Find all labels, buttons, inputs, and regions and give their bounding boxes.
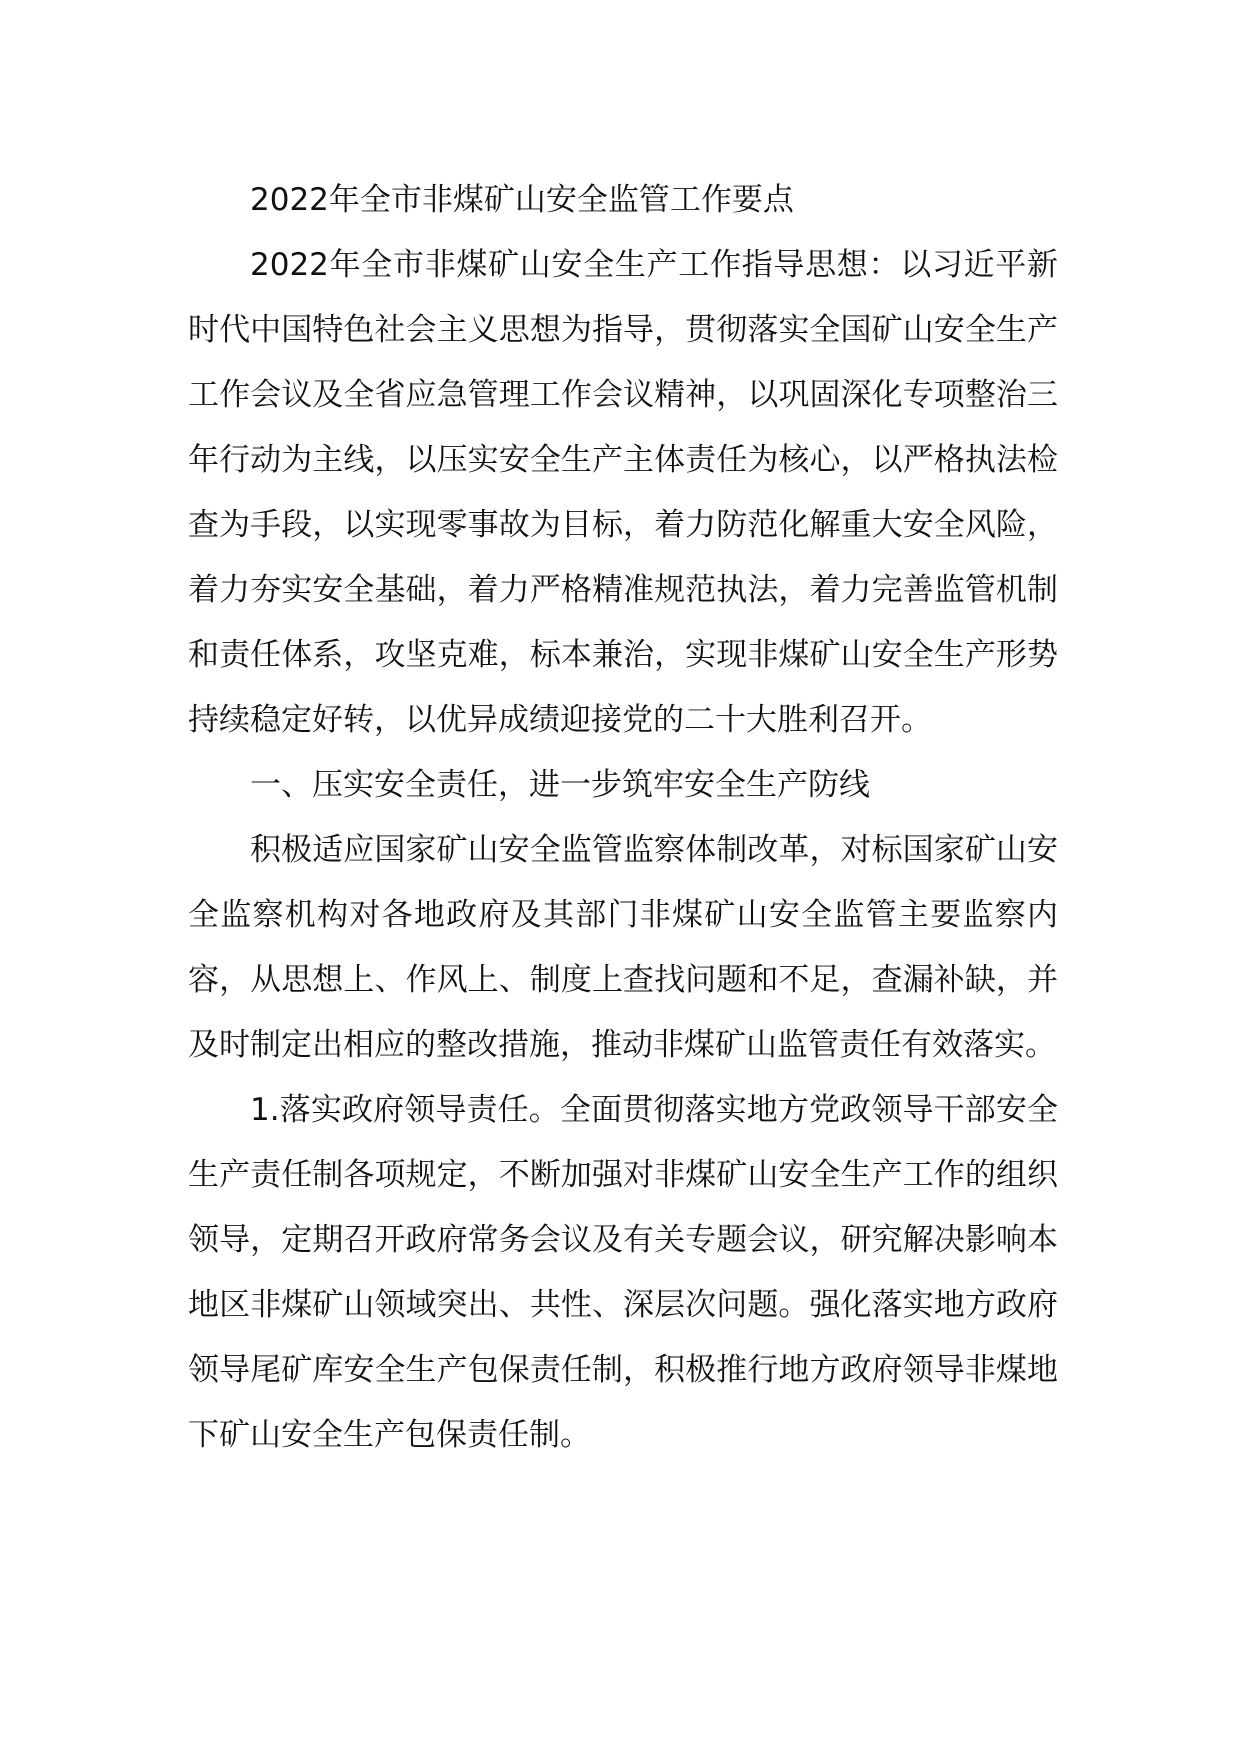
paragraph-guiding-thought: 2022年全市非煤矿山安全生产工作指导思想：以习近平新时代中国特色社会主义思想为指导，贯彻落实全国矿山安全生产工作会议及全省应急管理工作会议精神，以巩固深化专项整治三年行动为主线，以压实安全生产主体责任为核心，以严格执法检查为手段，以实现零事故为目标，着力防范化解重大安全风险，着力夯实安全基础，着力严格精准规范执法，着力完善监管机制和责任体系，攻坚克难，标本兼治，实现非煤矿山安全生产形势持续稳定好转，以优异成绩迎接党的二十大胜利召开。 [188, 247, 1058, 738]
section-heading-1: 一、压实安全责任，进一步筑牢安全生产防线 [250, 767, 870, 803]
document-title: 2022年全市非煤矿山安全监管工作要点 [250, 182, 794, 218]
paragraph-section-1-intro: 积极适应国家矿山安全监管监察体制改革，对标国家矿山安全监察机构对各地政府及其部门非煤矿山安全监管主要监察内容，从思想上、作风上、制度上查找问题和不足，查漏补缺，并及时制定出相应的整改措施，推动非煤矿山监管责任有效落实。 [188, 832, 1058, 1063]
paragraph-item-1: 1.落实政府领导责任。全面贯彻落实地方党政领导干部安全生产责任制各项规定，不断加强对非煤矿山安全生产工作的组织领导，定期召开政府常务会议及有关专题会议，研究解决影响本地区非煤矿山领域突出、共性、深层次问题。强化落实地方政府领导尾矿库安全生产包保责任制，积极推行地方政府领导非煤地下矿山安全生产包保责任制。 [188, 1092, 1058, 1453]
document-body [188, 168, 1058, 1468]
